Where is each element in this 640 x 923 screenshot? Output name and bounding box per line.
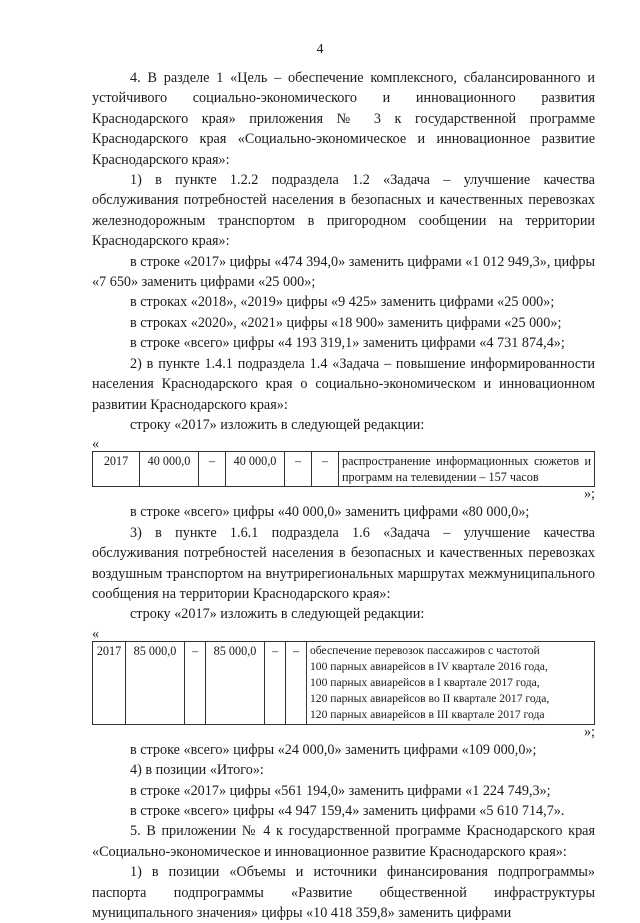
paragraph-total-24000: в строке «всего» цифры «24 000,0» заменить цифрами «109 000,0»; xyxy=(130,741,537,758)
table-cell-description xyxy=(307,641,595,724)
paragraph-row-total: в строке «всего» цифры «4 193 319,1» заменить цифрами «4 731 874,4»; xyxy=(130,335,565,352)
table-cell-description: распространение информационных сюжетов и программ на телевидении – 157 часов xyxy=(339,452,595,487)
paragraph-item-1-appendix-4: 1) в позиции «Объемы и источники финансирования подпрограммы» паспорта подпрограммы «Развитие общественной инфраструктуры муниципального значения» цифры «10 418 359,8» заменить цифрами xyxy=(92,864,595,921)
table-cell-year: 2017 xyxy=(93,641,126,724)
table-row xyxy=(93,641,595,724)
document-body xyxy=(92,68,595,923)
table-row-2017-info xyxy=(92,451,595,487)
table-cell-total: 40 000,0 xyxy=(140,452,199,487)
paragraph-row-2017: в строке «2017» цифры «474 394,0» заменить цифрами «1 012 949,3», цифры «7 650» заменить цифрами «25 000»; xyxy=(92,253,595,291)
close-quote: »; xyxy=(583,486,595,503)
table-row xyxy=(93,452,595,487)
paragraph-itogo-total: в строке «всего» цифры «4 947 159,4» заменить цифрами «5 610 714,7». xyxy=(130,802,565,819)
table-cell-other: – xyxy=(286,641,307,724)
table-cell-regional: 40 000,0 xyxy=(226,452,285,487)
table-cell-federal: – xyxy=(185,641,206,724)
description-line: 120 парных авиарейсов во II квартале 2017 года, xyxy=(310,691,550,705)
paragraph-itogo-2017: в строке «2017» цифры «561 194,0» заменить цифрами «1 224 749,3»; xyxy=(130,782,551,799)
paragraph-total-40000: в строке «всего» цифры «40 000,0» заменить цифрами «80 000,0»; xyxy=(130,504,530,521)
paragraph-rows-2020-2021: в строках «2020», «2021» цифры «18 900» заменить цифрами «25 000»; xyxy=(130,314,562,331)
table-cell-total: 85 000,0 xyxy=(126,641,185,724)
paragraph-item-2: 2) в пункте 1.4.1 подраздела 1.4 «Задача – повышение информированности населения Краснодарского края о социально-экономическом и инновационном развитии Краснодарского края»: xyxy=(92,355,595,413)
table-cell-year: 2017 xyxy=(93,452,140,487)
close-quote-2: »; xyxy=(583,723,595,740)
paragraph-item-3: 3) в пункте 1.6.1 подраздела 1.6 «Задача – улучшение качества обслуживания потребностей населения в безопасных и качественных перевозках воздушным транспортом на внутрирегиональных маршрутах межмуниципального сообщения на территории Краснодарского края»: xyxy=(92,524,595,602)
table-cell-other: – xyxy=(312,452,339,487)
description-line: 100 парных авиарейсов в IV квартале 2016 года, xyxy=(310,659,548,673)
description-line: 120 парных авиарейсов в III квартале 2017 года xyxy=(310,707,545,721)
open-quote-2: « xyxy=(92,625,100,642)
paragraph-row-2017-intro-2: строку «2017» изложить в следующей редакции: xyxy=(130,606,425,623)
open-quote: « xyxy=(92,436,100,453)
paragraph-item-4: 4) в позиции «Итого»: xyxy=(130,762,264,779)
table-cell-local: – xyxy=(265,641,286,724)
table-cell-local: – xyxy=(285,452,312,487)
paragraph-section-4: 4. В разделе 1 «Цель – обеспечение комплексного, сбалансированного и устойчивого социально-экономического и инновационного развития Краснодарского края» приложения № 3 к государственной программе Краснодарского края «Социально-экономическое и инновационное развитие Краснодарского края»: xyxy=(92,70,595,168)
paragraph-section-5: 5. В приложении № 4 к государственной программе Краснодарского края «Социально-экономическое и инновационное развитие Краснодарского края»: xyxy=(92,823,595,860)
table-cell-federal: – xyxy=(199,452,226,487)
paragraph-rows-2018-2019: в строках «2018», «2019» цифры «9 425» заменить цифрами «25 000»; xyxy=(130,294,555,311)
paragraph-item-1: 1) в пункте 1.2.2 подраздела 1.2 «Задача – улучшение качества обслуживания потребностей населения в безопасных и качественных перевозках железнодорожным транспортом в пригородном сообщении на территории Краснодарского края»: xyxy=(92,172,595,250)
page-number: 4 xyxy=(316,42,324,57)
description-line: 100 парных авиарейсов в I квартале 2017 года, xyxy=(310,675,540,689)
paragraph-row-2017-intro: строку «2017» изложить в следующей редакции: xyxy=(130,416,425,433)
table-cell-regional: 85 000,0 xyxy=(206,641,265,724)
description-line: обеспечение перевозок пассажиров с частотой xyxy=(310,643,540,657)
table-row-2017-air xyxy=(92,641,595,725)
